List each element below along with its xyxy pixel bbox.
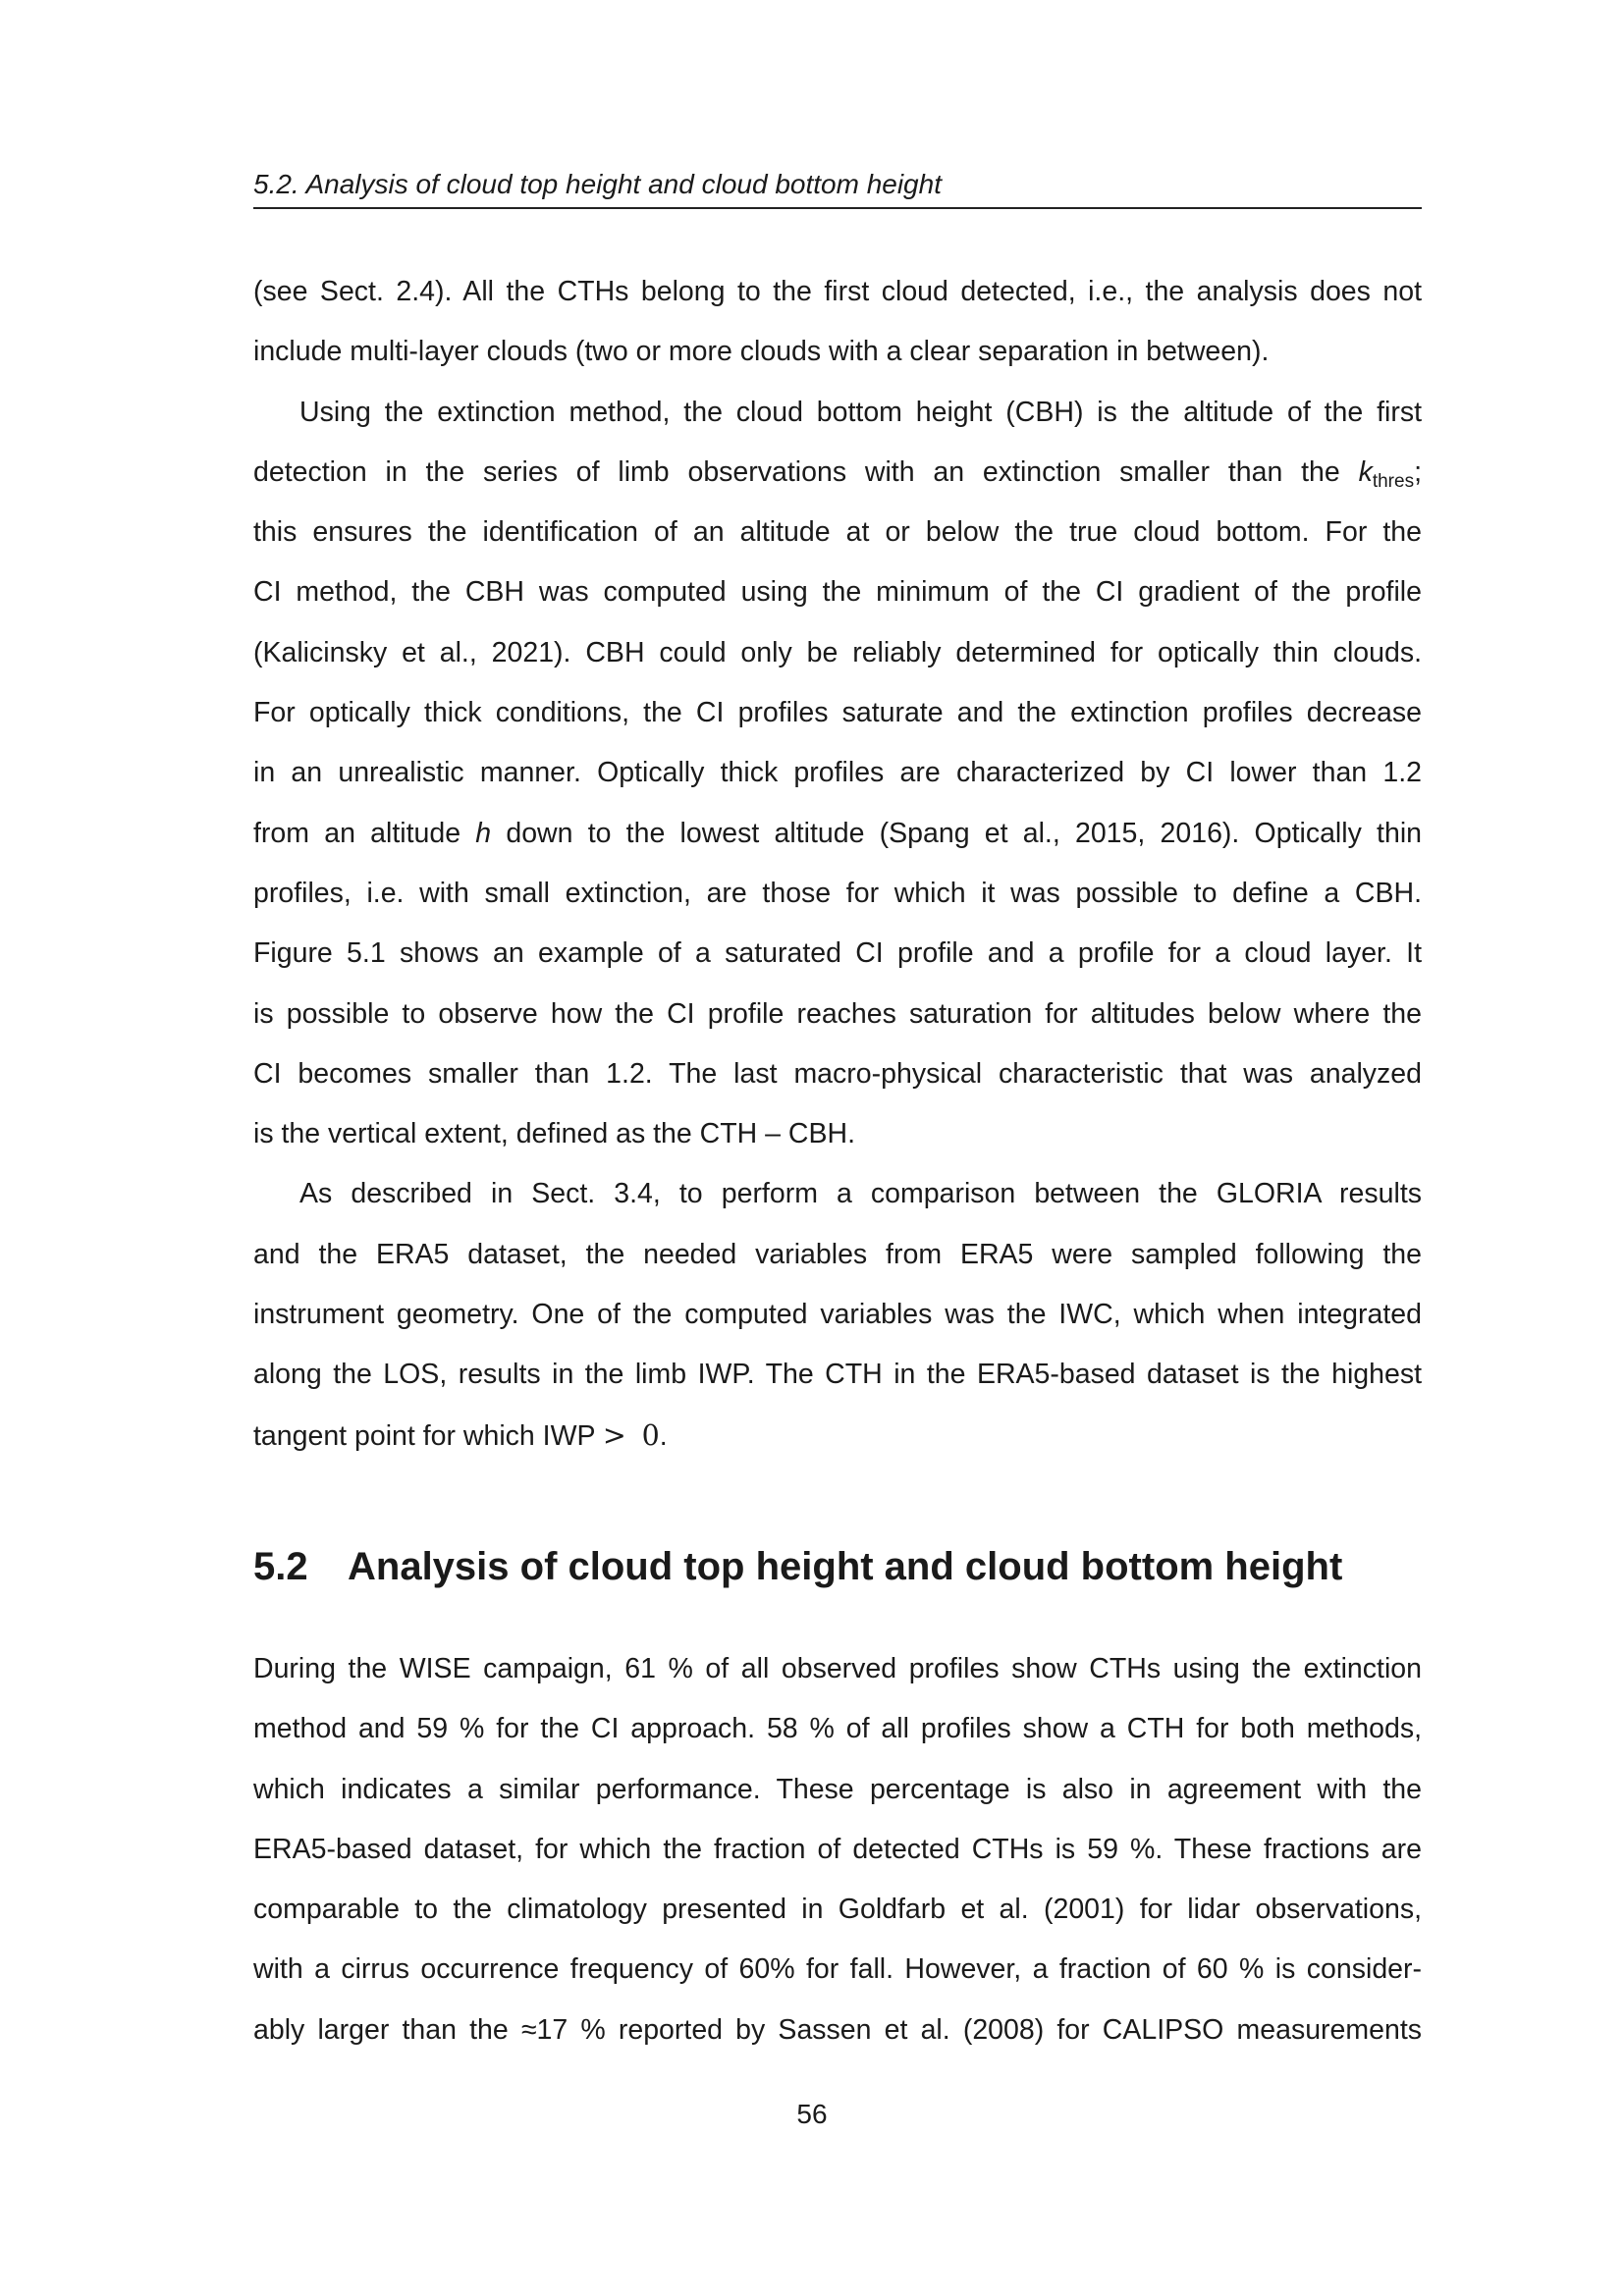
- page-number: 56: [796, 2099, 828, 2129]
- text-line: [253, 804, 1422, 864]
- text-line: ERA5-based dataset, for which the fraction of detected CTHs is 59 %. These fractions are: [253, 1833, 1422, 1865]
- text-line: and the ERA5 dataset, the needed variables from ERA5 were sampled following the: [253, 1238, 1422, 1270]
- text-segment: tangent point for which IWP: [253, 1419, 603, 1452]
- text-line: along the LOS, results in the limb IWP. The CTH in the ERA5-based dataset is the highest: [253, 1359, 1422, 1391]
- text-line: As described in Sect. 3.4, to perform a comparison between the GLORIA results: [299, 1178, 1422, 1210]
- text-line: [253, 1406, 1422, 1466]
- section-heading: [253, 1545, 1342, 1589]
- text-segment: down to the lowest altitude (Spang et al., 2015, 2016). Optically thin: [491, 817, 1422, 849]
- text-line: is possible to observe how the CI profile reaches saturation for altitudes below where the: [253, 997, 1422, 1030]
- header-rule: [253, 207, 1422, 209]
- period: .: [659, 1419, 668, 1452]
- section-number: 5.2: [253, 1545, 308, 1588]
- text-line: Using the extinction method, the cloud bottom height (CBH) is the altitude of the first: [299, 396, 1422, 428]
- text-line: comparable to the climatology presented in Goldfarb et al. (2001) for lidar observations,: [253, 1894, 1422, 1926]
- text-line: method and 59 % for the CI approach. 58 % of all profiles show a CTH for both methods,: [253, 1713, 1422, 1745]
- semicolon: ;: [1414, 455, 1422, 488]
- thres-subscript: thres: [1372, 470, 1415, 492]
- text-line: For optically thick conditions, the CI profiles saturate and the extinction profiles decrease: [253, 697, 1422, 729]
- text-line: CI method, the CBH was computed using the minimum of the CI gradient of the profile: [253, 576, 1422, 609]
- text-line: During the WISE campaign, 61 % of all observed profiles show CTHs using the extinction: [253, 1653, 1422, 1684]
- text-line: Figure 5.1 shows an example of a saturated CI profile and a profile for a cloud layer. It: [253, 937, 1422, 970]
- text-line: with a cirrus occurrence frequency of 60% for fall. However, a fraction of 60 % is consider-: [253, 1953, 1422, 1986]
- text-line: ably larger than the ≈17 % reported by Sassen et al. (2008) for CALIPSO measurements: [253, 2013, 1422, 2046]
- section-title: Analysis of cloud top height and cloud bottom height: [348, 1545, 1343, 1588]
- text-segment: from an altitude: [253, 817, 476, 849]
- text-segment: detection in the series of limb observations with an extinction smaller than the: [253, 455, 1359, 488]
- text-line: [253, 443, 1422, 503]
- text-line: this ensures the identification of an altitude at or below the true cloud bottom. For the: [253, 516, 1422, 549]
- text-line: profiles, i.e. with small extinction, are those for which it was possible to define a CBH.: [253, 877, 1422, 909]
- text-line: (see Sect. 2.4). All the CTHs belong to the first cloud detected, i.e., the analysis does not: [253, 276, 1422, 307]
- h-symbol: h: [475, 817, 492, 849]
- zero-value: 0: [641, 1418, 660, 1452]
- greater-than-symbol: >: [602, 1418, 626, 1452]
- running-header: 5.2. Analysis of cloud top height and cloud bottom height: [253, 169, 942, 199]
- text-line: instrument geometry. One of the computed variables was the IWC, which when integrated: [253, 1299, 1422, 1331]
- text-line: (Kalicinsky et al., 2021). CBH could only be reliably determined for optically thin clouds.: [253, 636, 1422, 668]
- text-line: include multi-layer clouds (two or more clouds with a clear separation in between).: [253, 336, 1270, 368]
- text-line: which indicates a similar performance. These percentage is also in agreement with the: [253, 1773, 1422, 1805]
- body-text-block-1: [253, 262, 1422, 1466]
- k-symbol: k: [1358, 455, 1373, 488]
- text-line: CI becomes smaller than 1.2. The last macro-physical characteristic that was analyzed: [253, 1057, 1422, 1090]
- body-text-block-2: [253, 1639, 1422, 2060]
- text-line: in an unrealistic manner. Optically thick profiles are characterized by CI lower than 1.2: [253, 757, 1422, 789]
- text-line: is the vertical extent, defined as the CTH – CBH.: [253, 1118, 856, 1150]
